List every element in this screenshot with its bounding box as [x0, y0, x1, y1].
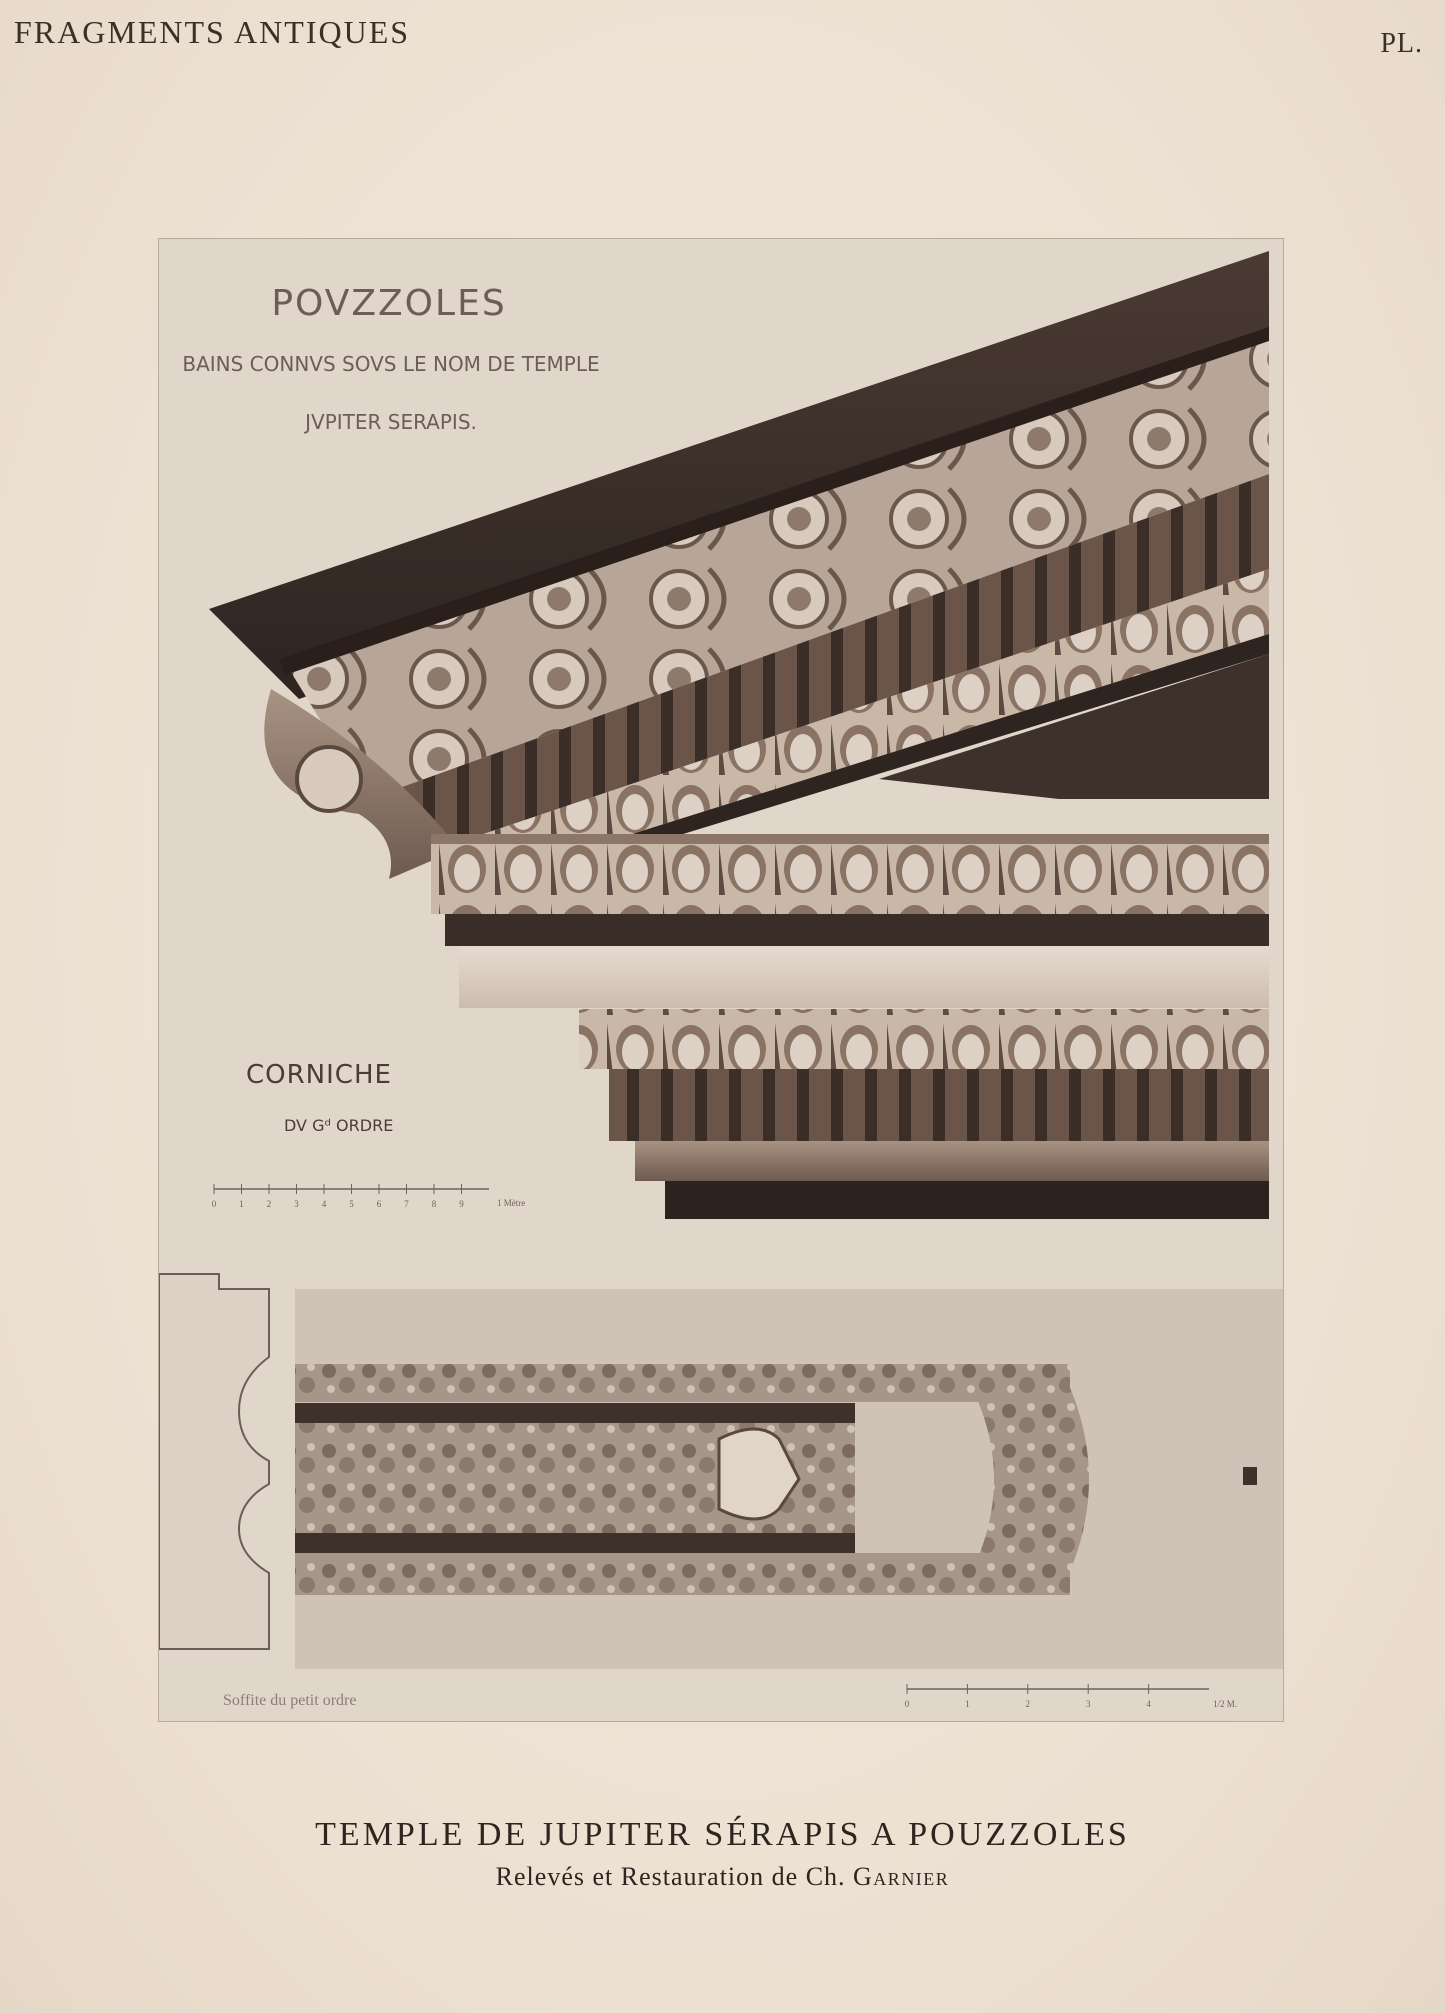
- lower-scale-bar: [905, 1684, 1237, 1709]
- upper-scale-tick-label: 2: [266, 1199, 272, 1209]
- lower-scale-tick-label: 2: [1025, 1699, 1031, 1709]
- caption-author-name: Garnier: [853, 1862, 950, 1891]
- upper-scale-tick-label: 3: [294, 1199, 299, 1209]
- soffit-profile: [159, 1274, 269, 1649]
- soffit-label: Soffite du petit ordre: [223, 1692, 357, 1709]
- raking-cornice: [209, 251, 1269, 889]
- upper-scale-tick-label: 7: [404, 1199, 409, 1209]
- cornice-label: [246, 1060, 393, 1135]
- inscription-line-3: JVPITER SERAPIS.: [305, 410, 477, 434]
- lower-scale-tick-label: 4: [1146, 1699, 1151, 1709]
- upper-scale-tick-label: 6: [376, 1199, 382, 1209]
- lower-scale-tick-label: 0: [904, 1699, 910, 1709]
- inscription-block: [182, 283, 599, 434]
- soffit-plan: [223, 1289, 1283, 1709]
- upper-scale-tick-label: 1: [239, 1199, 244, 1209]
- upper-scale-tick-label: 0: [211, 1199, 217, 1209]
- running-head: FRAGMENTS ANTIQUES: [14, 14, 411, 50]
- plate-caption-title: TEMPLE DE JUPITER SÉRAPIS A POUZZOLES: [315, 1816, 1130, 1853]
- plate-number-label: PL.: [1380, 28, 1423, 59]
- upper-scale-unit: 1 Mètre: [497, 1198, 526, 1208]
- lower-scale-tick-label: 3: [1085, 1699, 1091, 1709]
- plate-illustration: [159, 239, 1283, 1721]
- engraved-plate: [158, 238, 1284, 1722]
- cornice-title: CORNICHE: [246, 1060, 392, 1090]
- inscription-line-2: BAINS CONNVS SOVS LE NOM DE TEMPLE: [182, 352, 600, 376]
- upper-scale-tick-label: 4: [321, 1199, 327, 1209]
- lower-scale-unit: 1/2 M.: [1213, 1699, 1238, 1709]
- plate-caption-subtitle: [0, 1862, 1445, 1892]
- horizontal-cornice: [431, 834, 1269, 1219]
- upper-scale-tick-label: 5: [349, 1199, 354, 1209]
- upper-scale-bar: [212, 1184, 526, 1209]
- cornice-subtitle: DV Gᵈ ORDRE: [284, 1116, 394, 1135]
- lower-scale-tick-label: 1: [965, 1699, 970, 1709]
- caption-subtitle-prefix: Relevés et Restauration de Ch.: [495, 1862, 854, 1891]
- upper-scale-tick-label: 8: [431, 1199, 437, 1209]
- upper-scale-tick-label: 9: [459, 1199, 464, 1209]
- inscription-line-1: POVZZOLES: [271, 283, 507, 324]
